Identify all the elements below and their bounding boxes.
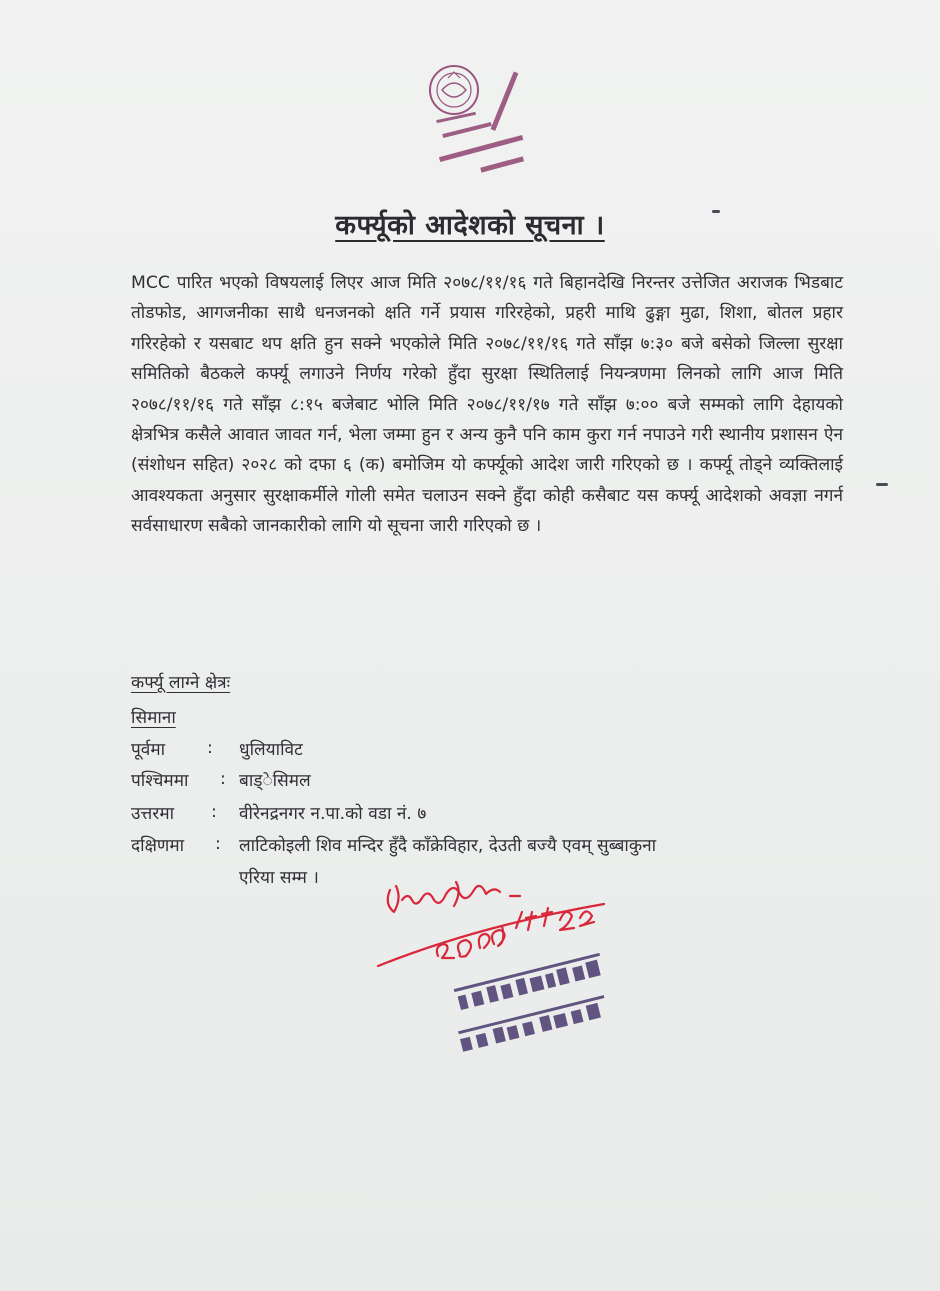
boundary-sep-east: : (207, 738, 213, 758)
boundary-sep-south: : (215, 834, 221, 854)
boundary-label-south: दक्षिणमा (131, 836, 185, 856)
notice-title-text: कर्फ्यूको आदेशको सूचना । (335, 210, 605, 241)
officer-name-stamp (440, 950, 630, 1060)
boundary-heading: सिमाना (131, 708, 176, 728)
boundary-row-south (131, 834, 843, 857)
boundary-value-south-cont: एरिया सम्म । (239, 868, 319, 888)
boundary-value-east: धुलियाविट (239, 740, 303, 760)
office-seal-stamp (418, 50, 558, 180)
notice-title (0, 205, 940, 242)
boundary-sep-west: : (220, 769, 226, 789)
scan-speck (712, 210, 720, 213)
boundary-sep-north: : (211, 802, 217, 822)
boundary-row-east (131, 738, 303, 761)
scan-speck (876, 483, 888, 486)
boundary-row-south-cont (239, 866, 319, 889)
boundary-value-west: बाड्ेसिमल (239, 771, 311, 791)
curfew-area-heading: कर्फ्यू लाग्ने क्षेत्रः (131, 673, 231, 693)
boundary-row-north (131, 802, 426, 825)
boundary-label-west: पश्चिममा (131, 771, 189, 791)
boundary-label-north: उत्तरमा (131, 804, 175, 824)
notice-body: MCC पारित भएको विषयलाई लिएर आज मिति २०७८/११/१६ गते बिहानदेखि निरन्तर उत्तेजित अराजक भिडबाट तोडफोड, आगजनीका साथै धनजनको क्षति गर्ने प्रयास गरिरहेको, प्रहरी माथि ढुङ्गा मुढा, शिशा, बोतल प्रहार गरिरहेको र यसबाट थप क्षति हुन सक्ने भएकोले मिति २०७८/११/१६ गते साँझ ७:३० बजे बसेको जिल्ला सुरक्षा समितिको बैठकले कर्फ्यू लगाउने निर्णय गरेको हुँदा सुरक्षा स्थितिलाई नियन्त्रणमा लिनको लागि आज मिति २०७८/११/१६ गते साँझ ८:१५ बजेबाट भोलि मिति २०७८/११/१७ गते साँझ ७:०० बजे सम्मको लागि देहायको क्षेत्रभित्र कसैले आवात जावत गर्न, भेला जम्मा हुन र अन्य कुनै पनि काम कुरा गर्न नपाउने गरी स्थानीय प्रशासन ऐन (संशोधन सहित) २०२८ को दफा ६ (क) बमोजिम यो कर्फ्यूको आदेश जारी गरिएको छ । कर्फ्यू तोड्ने व्यक्तिलाई आवश्यकता अनुसार सुरक्षाकर्मीले गोली समेत चलाउन सक्ने हुँदा कोही कसैबाट यस कर्फ्यू आदेशको अवज्ञा नगर्न सर्वसाधारण सबैको जानकारीको लागि यो सूचना जारी गरिएको छ । (131, 273, 844, 537)
boundary-row-west (131, 769, 311, 792)
boundary-label-east: पूर्वमा (131, 740, 166, 760)
boundary-value-north: वीरेनद्रनगर न.पा.को वडा नं. ७ (239, 804, 427, 824)
boundary-value-south: लाटिकोइली शिव मन्दिर हुँदै काँक्रेविहार, देउती बज्यै एवम् सुब्बाकुना (239, 836, 657, 856)
